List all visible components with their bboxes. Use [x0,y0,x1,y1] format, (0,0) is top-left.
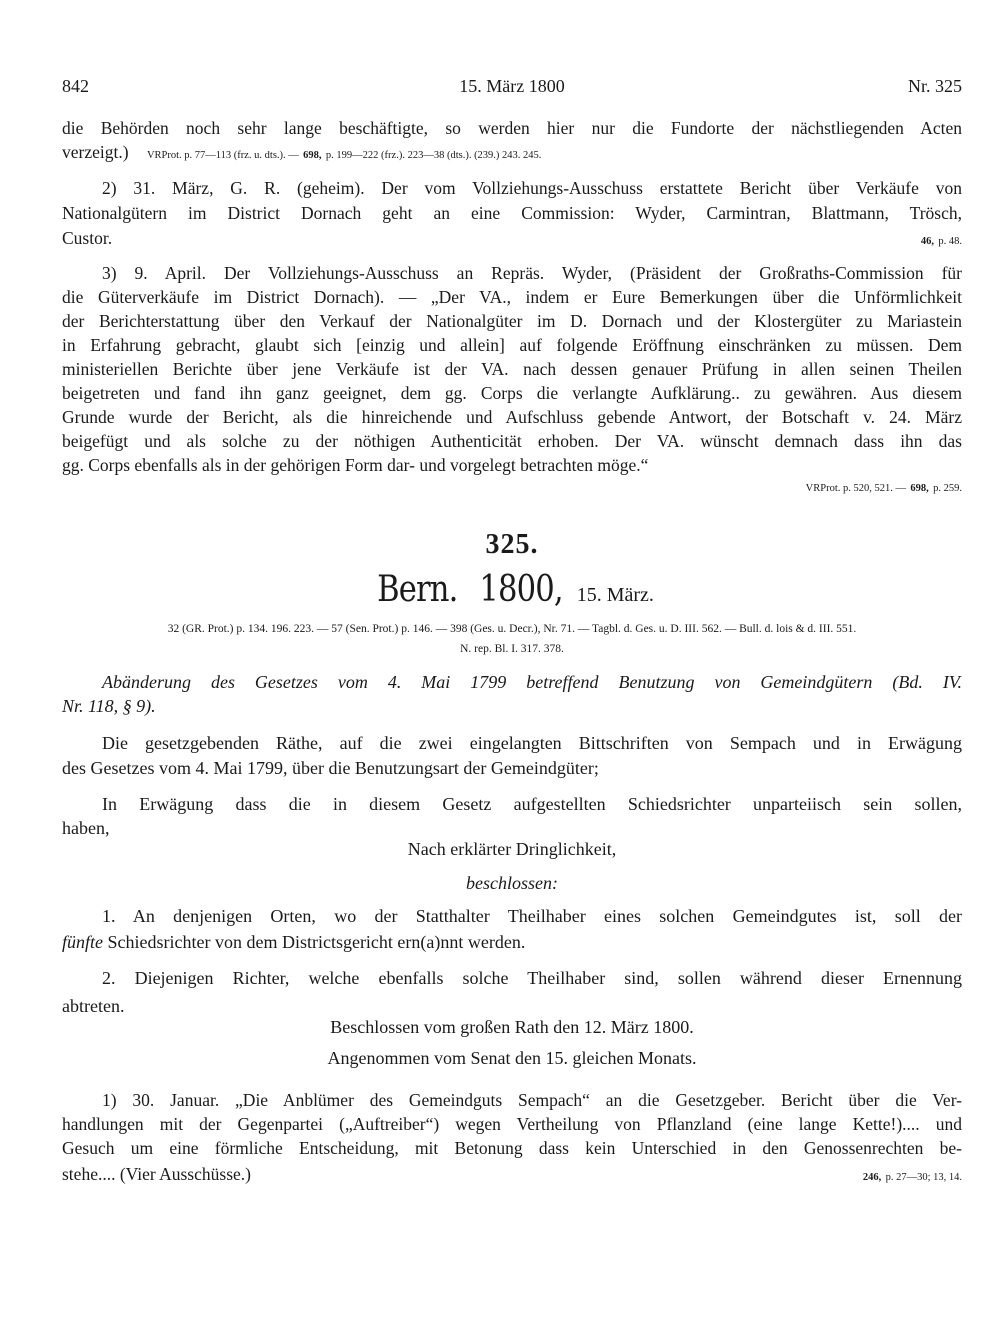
entry-sources-2: N. rep. Bl. I. 317. 378. [460,643,564,655]
note-line-4: stehe.... (Vier Ausschüsse.) 246, p. 27—30; 13, 14. [62,1162,962,1186]
prev-p2-line-3: Custor. 46, p. 48. [62,226,962,250]
source-reference: 246, p. 27—30; 13, 14. [862,1172,962,1183]
prev-p3-line-2: die Güterverkäufe im District Dornach). — „Der VA., indem er Eure Bemerkungen über die Unförmlichkeit [62,287,962,307]
entry-title-2: Nr. 118, § 9). [62,696,156,716]
prev-p3-line-8: beigefügt und als solche zu der nöthigen Authenticität erhoben. Der VA. wünscht demnach dass ihn das [62,431,962,451]
header-date: 15. März 1800 [459,76,565,96]
prev-p3-line-7: Grunde wurde der Bericht, als die hinreichende und Aufschluss gebende Antwort, der Botschaft v. 24. März [62,407,962,427]
entry-date: 15. März. [576,584,654,606]
preamble-1a: Die gesetzgebenden Räthe, auf die zwei eingelangten Bittschriften von Sempach und in Erwägung [102,733,962,753]
source-reference: 46, p. 48. [920,236,962,247]
note-line-1: 1) 30. Januar. „Die Anblümer des Gemeindguts Sempach“ an die Gesetzgeber. Bericht über die Ver- [102,1090,962,1110]
prev-p2-line-2: Nationalgütern im District Dornach geht an eine Commission: Wyder, Carmintran, Blattmann, Trösch, [62,203,962,223]
prev-p3-line-9: gg. Corps ebenfalls als in der gehörigen Form dar- und vorgelegt betrachten möge.“ [62,455,649,475]
entry-title-1: Abänderung des Gesetzes vom 4. Mai 1799 betreffend Benutzung von Gemeindgütern (Bd. IV. [102,672,962,692]
prev-p3-line-3: der Berichterstattung über den Verkauf der Nationalgüter im D. Dornach und der Klostergüter zu Mariastein [62,311,962,331]
page-number: 842 [62,76,89,96]
closing-1: Beschlossen vom großen Rath den 12. März 1800. [330,1017,694,1037]
note-line-3: Gesuch um eine förmliche Entscheidung, mit Betonung dass kein Unterschied in den Genossenrechten be- [62,1138,962,1158]
entry-heading [62,568,962,617]
source-reference: VRProt. p. 520, 521. — 698, p. 259. [805,483,962,494]
article-2b: abtreten. [62,996,125,1016]
entry-year: 1800, [479,569,563,610]
note-line-2: handlungen mit der Gegenpartei („Auftreiber“) wegen Vertheilung von Pflanzland (eine lange Kette!).... und [62,1114,962,1134]
prev-p2-line-1: 2) 31. März, G. R. (geheim). Der vom Vollziehungs-Ausschuss erstattete Bericht über Verkäufe von [102,178,962,198]
prev-p3-line-6: beigetreten und fand ihn ganz geeignet, dem gg. Corps die verlangte Aufklärung.. zu gewähren. Aus diesem [62,383,962,403]
prev-p3-line-4: in Erfahrung gebracht, glaubt sich [einzig und allein] auf folgende Eröffnung einschränken zu müssen. Dem [62,335,962,355]
article-1a: 1. An denjenigen Orten, wo der Statthalter Theilhaber eines solchen Gemeindgutes ist, soll der [102,906,962,926]
entry-sources-1: 32 (GR. Prot.) p. 134. 196. 223. — 57 (Sen. Prot.) p. 146. — 398 (Ges. u. Decr.), Nr. 71. — Tagbl. d. Ges. u. D. III. 562. — Bull. d. lois & d. III. 551. [167,623,857,635]
article-2a: 2. Diejenigen Richter, welche ebenfalls solche Theilhaber sind, sollen während dieser Ernennung [102,968,962,988]
preamble-2b: haben, [62,818,110,838]
entry-place: Bern. [377,569,458,610]
prev-p3-line-5: ministeriellen Berichte über jene Verkäufe ist der VA. nach dessen genauer Prüfung in allen seinen Theilen [62,359,962,379]
prev-line-2: verzeigt.) VRProt. p. 77—113 (frz. u. dts.). — 698, p. 199—222 (frz.). 223—38 (dts.). (239.) 243. 245. [62,142,542,162]
closing-2: Angenommen vom Senat den 15. gleichen Monats. [327,1048,697,1068]
entry-number: 325. [485,529,539,560]
preamble-2a: In Erwägung dass die in diesem Gesetz aufgestellten Schiedsrichter unparteiisch sein sollen, [102,794,962,814]
resolved-heading: beschlossen: [466,873,558,893]
prev-p3-line-1: 3) 9. April. Der Vollziehungs-Ausschuss an Repräs. Wyder, (Präsident der Großraths-Commission für [102,263,962,283]
document-number: Nr. 325 [908,76,962,96]
source-reference: VRProt. p. 77—113 (frz. u. dts.). — [146,150,299,161]
article-1b: fünfte Schiedsrichter von dem Districtsgericht ern(a)nnt werden. [62,932,526,952]
urgency-clause: Nach erklärter Dringlichkeit, [407,839,617,859]
preamble-1b: des Gesetzes vom 4. Mai 1799, über die Benutzungsart der Gemeindgüter; [62,758,599,778]
prev-line-1: die Behörden noch sehr lange beschäftigte, so werden hier nur die Fundorte der nächstliegenden Acten [62,118,962,138]
